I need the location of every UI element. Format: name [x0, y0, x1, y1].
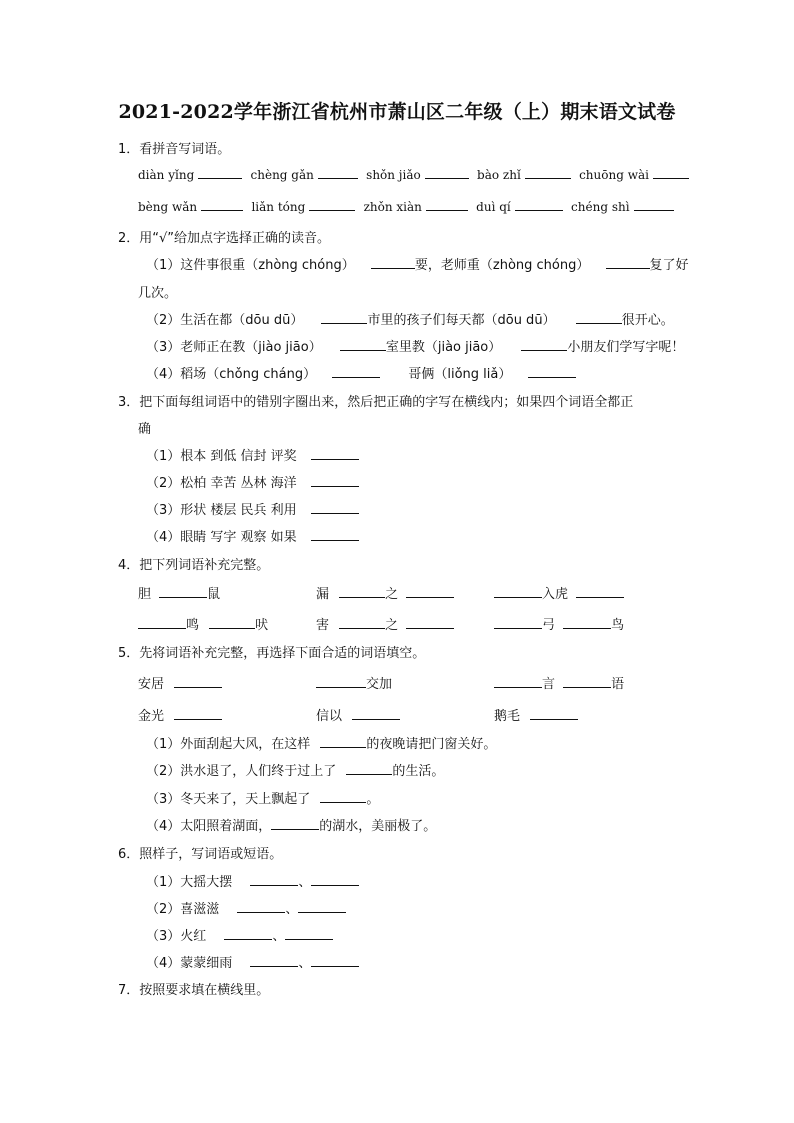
answer-blank[interactable] — [298, 900, 346, 913]
q2-item-2 — [146, 309, 674, 328]
q6-item-4 — [146, 952, 359, 971]
pinyin: chéng shì — [571, 200, 630, 214]
q2-item-1-text-b: 要，老师重（zhòng chóng） — [414, 258, 590, 273]
answer-blank[interactable] — [653, 166, 689, 179]
sentence-text: （2）洪水退了，人们终于过上了 — [146, 764, 337, 779]
answer-blank[interactable] — [576, 585, 624, 598]
separator: 、 — [272, 929, 286, 944]
word-text: 金光 — [138, 709, 165, 724]
idiom-char: 鼠 — [207, 587, 221, 602]
answer-blank[interactable] — [346, 762, 392, 775]
idiom-char: 之 — [385, 587, 399, 602]
answer-blank[interactable] — [426, 198, 468, 211]
q2-item-4-text-b: 哥俩（liǒng liǎ） — [408, 367, 512, 382]
pinyin: diàn yǐng — [138, 168, 195, 182]
example-word: （2）喜滋滋 — [146, 902, 220, 917]
answer-blank[interactable] — [634, 198, 674, 211]
answer-blank[interactable] — [285, 927, 333, 940]
answer-blank[interactable] — [209, 616, 255, 629]
q5-word-3 — [494, 673, 624, 692]
question-5-stem: 5．先将词语补充完整，再选择下面合适的词语填空。 — [118, 646, 426, 661]
idiom-char: 害 — [316, 618, 330, 633]
q1-pinyin-row-2 — [138, 198, 674, 215]
answer-blank[interactable] — [318, 166, 358, 179]
q2-item-3 — [146, 336, 684, 355]
answer-blank[interactable] — [339, 585, 385, 598]
q6-item-2 — [146, 898, 346, 917]
answer-blank[interactable] — [237, 900, 285, 913]
question-1-stem: 1．看拼音写词语。 — [118, 142, 231, 157]
q4-idiom-2 — [316, 583, 454, 602]
answer-blank[interactable] — [311, 474, 359, 487]
answer-blank[interactable] — [311, 501, 359, 514]
q5-sentence-3 — [146, 788, 379, 807]
q3-item-text: （1）根本 到低 信封 评奖 — [146, 449, 297, 464]
q3-item-3 — [146, 499, 359, 518]
pinyin: bèng wǎn — [138, 200, 198, 214]
answer-blank[interactable] — [311, 873, 359, 886]
idiom-char: 之 — [385, 618, 399, 633]
q2-item-3-text-a: （3）老师正在教（jiào jiāo） — [146, 340, 322, 355]
q3-item-4 — [146, 526, 359, 545]
answer-blank[interactable] — [250, 873, 298, 886]
answer-blank[interactable] — [494, 675, 542, 688]
pinyin: liǎn tóng — [251, 200, 306, 214]
word-text: 鹅毛 — [494, 709, 521, 724]
answer-blank[interactable] — [309, 198, 355, 211]
word-text: 言 — [542, 677, 556, 692]
question-4-stem: 4．把下列词语补充完整。 — [118, 558, 270, 573]
question-3-stem-continued: 确 — [138, 422, 152, 437]
pinyin: shǒn jiǎo — [366, 168, 421, 182]
answer-blank[interactable] — [311, 447, 359, 460]
idiom-char: 鸣 — [186, 618, 200, 633]
answer-blank[interactable] — [406, 585, 454, 598]
q5-word-1 — [138, 673, 222, 692]
answer-blank[interactable] — [494, 616, 542, 629]
word-text: 安居 — [138, 677, 165, 692]
q2-item-1-text-a: （1）这件事很重（zhòng chóng） — [146, 258, 355, 273]
answer-blank[interactable] — [311, 528, 359, 541]
example-word: （4）蒙蒙细雨 — [146, 956, 233, 971]
word-text: 信以 — [316, 709, 343, 724]
q2-item-1-continued: 几次。 — [138, 286, 178, 301]
q4-idiom-5 — [316, 614, 454, 633]
q2-item-4-text-a: （4）稻场（chǒng cháng） — [146, 367, 317, 382]
q2-item-3-text-c: 小朋友们学写字呢！ — [567, 340, 685, 355]
answer-blank[interactable] — [340, 338, 386, 351]
q4-idiom-1 — [138, 583, 220, 602]
pinyin: bào zhǐ — [477, 168, 521, 182]
answer-blank[interactable] — [250, 954, 298, 967]
q3-item-1 — [146, 445, 359, 464]
q6-item-3 — [146, 925, 333, 944]
answer-blank[interactable] — [320, 790, 366, 803]
answer-blank[interactable] — [371, 256, 415, 269]
idiom-char: 吠 — [255, 618, 269, 633]
word-text: 语 — [611, 677, 625, 692]
q2-item-2-text-c: 很开心。 — [621, 313, 674, 328]
answer-blank[interactable] — [201, 198, 243, 211]
idiom-char: 胆 — [138, 587, 152, 602]
pinyin: zhǒn xiàn — [363, 200, 422, 214]
q2-item-2-text-a: （2）生活在都（dōu dū） — [146, 313, 304, 328]
q3-item-text: （2）松柏 幸苦 丛林 海洋 — [146, 476, 297, 491]
q1-pinyin-row-1 — [138, 166, 689, 183]
answer-blank[interactable] — [425, 166, 469, 179]
separator: 、 — [298, 956, 312, 971]
pinyin: chèng gǎn — [250, 168, 314, 182]
question-2-stem: 2．用“√”给加点字选择正确的读音。 — [118, 231, 331, 246]
answer-blank[interactable] — [528, 365, 576, 378]
answer-blank[interactable] — [563, 616, 611, 629]
q3-item-text: （4）眼睛 写字 观察 如果 — [146, 530, 297, 545]
answer-blank[interactable] — [174, 675, 222, 688]
idiom-char: 弓 — [542, 618, 556, 633]
sentence-text: 的夜晚请把门窗关好。 — [366, 737, 497, 752]
idiom-char: 漏 — [316, 587, 330, 602]
q5-sentence-1 — [146, 733, 496, 752]
q4-idiom-3 — [494, 583, 624, 602]
answer-blank[interactable] — [352, 707, 400, 720]
pinyin: chuōng wài — [579, 168, 649, 182]
sentence-text: （1）外面刮起大风，在这样 — [146, 737, 311, 752]
q2-item-4 — [146, 363, 576, 382]
answer-blank[interactable] — [198, 166, 242, 179]
q2-item-3-text-b: 室里教（jiào jiāo） — [385, 340, 502, 355]
sentence-text: （3）冬天来了，天上飘起了 — [146, 792, 311, 807]
answer-blank[interactable] — [320, 735, 366, 748]
separator: 、 — [285, 902, 299, 917]
answer-blank[interactable] — [515, 198, 563, 211]
q5-sentence-2 — [146, 760, 444, 779]
q5-word-2 — [316, 673, 392, 692]
question-6-stem: 6．照样子，写词语或短语。 — [118, 847, 283, 862]
q3-item-2 — [146, 472, 359, 491]
idiom-char: 入虎 — [542, 587, 569, 602]
idiom-char: 鸟 — [611, 618, 625, 633]
answer-blank[interactable] — [321, 311, 367, 324]
word-text: 交加 — [366, 677, 393, 692]
q5-sentence-4 — [146, 815, 436, 834]
sentence-text: 的生活。 — [392, 764, 445, 779]
q4-idiom-6 — [494, 614, 624, 633]
q4-idiom-4 — [138, 614, 268, 633]
answer-blank[interactable] — [332, 365, 380, 378]
answer-blank[interactable] — [576, 311, 622, 324]
q2-item-1 — [146, 254, 689, 273]
page-title: 2021-2022学年浙江省杭州市萧山区二年级（上）期末语文试卷 — [118, 101, 676, 123]
answer-blank[interactable] — [606, 256, 650, 269]
example-word: （3）火红 — [146, 929, 207, 944]
q6-item-1 — [146, 871, 359, 890]
pinyin: duì qí — [476, 200, 511, 214]
answer-blank[interactable] — [525, 166, 571, 179]
answer-blank[interactable] — [339, 616, 385, 629]
q5-word-5 — [316, 705, 400, 724]
sentence-text: 。 — [366, 792, 380, 807]
q2-item-2-text-b: 市里的孩子们每天都（dōu dū） — [367, 313, 556, 328]
answer-blank[interactable] — [406, 616, 454, 629]
question-3-stem: 3．把下面每组词语中的错别字圈出来，然后把正确的字写在横线内；如果四个词语全都正 — [118, 395, 634, 410]
answer-blank[interactable] — [563, 675, 611, 688]
answer-blank[interactable] — [530, 707, 578, 720]
q5-word-4 — [138, 705, 222, 724]
answer-blank[interactable] — [521, 338, 567, 351]
q2-item-1-text-c: 复了好 — [649, 258, 689, 273]
answer-blank[interactable] — [174, 707, 222, 720]
answer-blank[interactable] — [311, 954, 359, 967]
answer-blank[interactable] — [316, 675, 366, 688]
separator: 、 — [298, 875, 312, 890]
sentence-text: （4）太阳照着湖面， — [146, 819, 272, 834]
answer-blank[interactable] — [494, 585, 542, 598]
answer-blank[interactable] — [159, 585, 207, 598]
answer-blank[interactable] — [271, 817, 319, 830]
q5-word-6 — [494, 705, 578, 724]
sentence-text: 的湖水，美丽极了。 — [319, 819, 437, 834]
answer-blank[interactable] — [224, 927, 272, 940]
answer-blank[interactable] — [138, 616, 186, 629]
question-7-stem: 7．按照要求填在横线里。 — [118, 983, 270, 998]
example-word: （1）大摇大摆 — [146, 875, 233, 890]
q3-item-text: （3）形状 楼层 民兵 利用 — [146, 503, 297, 518]
